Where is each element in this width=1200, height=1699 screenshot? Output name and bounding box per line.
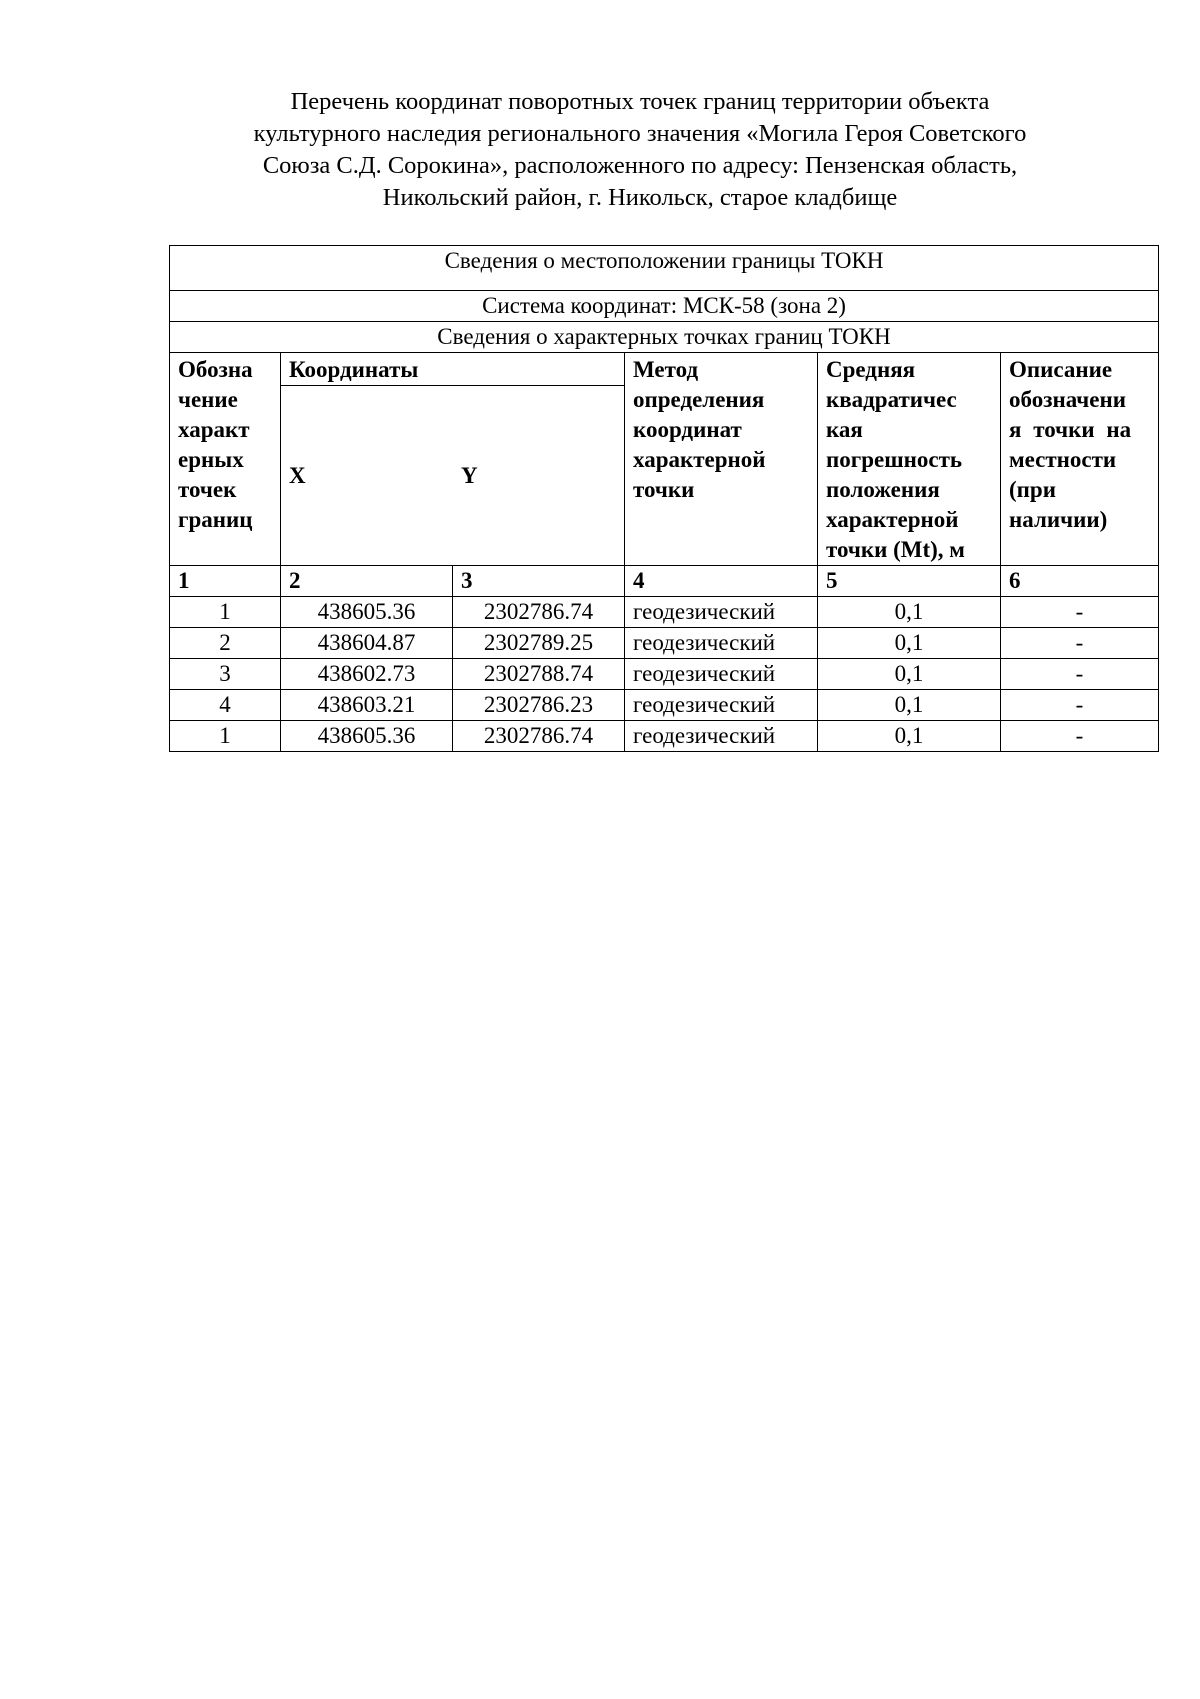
title-line: Союза С.Д. Сорокина», расположенного по адресу: Пензенская область, bbox=[262, 152, 1018, 179]
header-line: точек bbox=[178, 477, 237, 502]
header-line: наличии) bbox=[1009, 507, 1108, 532]
col-number: 3 bbox=[453, 566, 625, 597]
table-row bbox=[170, 659, 1159, 690]
header-line: местности bbox=[1009, 447, 1117, 472]
table-heading-coordinate-system: Система координат: МСК-58 (зона 2) bbox=[170, 291, 1159, 322]
cell-x: 438605.36 bbox=[281, 721, 453, 752]
title-line: Перечень координат поворотных точек границ территории объекта bbox=[290, 88, 990, 115]
x-label: X bbox=[289, 462, 306, 488]
col-header-method bbox=[625, 353, 818, 566]
header-line: (при bbox=[1009, 477, 1056, 502]
header-line: Описание bbox=[1009, 357, 1113, 382]
cell-point: 3 bbox=[170, 659, 281, 690]
cell-description: - bbox=[1001, 597, 1159, 628]
cell-error: 0,1 bbox=[818, 597, 1001, 628]
header-line: границ bbox=[178, 507, 253, 532]
title-line: культурного наследия регионального значения «Могила Героя Советского bbox=[253, 120, 1027, 147]
cell-method: геодезический bbox=[625, 659, 818, 690]
y-label: Y bbox=[461, 462, 478, 488]
cell-y: 2302789.25 bbox=[453, 628, 625, 659]
table-heading-location: Сведения о местоположении границы ТОКН bbox=[170, 246, 1159, 291]
xy-header-cell bbox=[281, 386, 625, 566]
cell-description: - bbox=[1001, 690, 1159, 721]
header-line: чение bbox=[178, 387, 238, 412]
cell-y: 2302786.74 bbox=[453, 721, 625, 752]
col-number: 1 bbox=[170, 566, 281, 597]
header-line: Обозна bbox=[178, 357, 253, 382]
coordinates-table bbox=[169, 245, 1159, 752]
header-line: характерной bbox=[633, 447, 766, 472]
header-line: погрешность bbox=[826, 447, 963, 472]
col-number: 4 bbox=[625, 566, 818, 597]
header-line: точки (Mt), м bbox=[826, 537, 965, 562]
cell-point: 1 bbox=[170, 597, 281, 628]
cell-error: 0,1 bbox=[818, 628, 1001, 659]
cell-y: 2302786.23 bbox=[453, 690, 625, 721]
header-line: координат bbox=[633, 417, 742, 442]
header-line: я точки на bbox=[1009, 417, 1132, 442]
header-line: точки bbox=[633, 477, 695, 502]
cell-error: 0,1 bbox=[818, 721, 1001, 752]
header-line: характерной bbox=[826, 507, 959, 532]
cell-method: геодезический bbox=[625, 597, 818, 628]
col-header-error bbox=[818, 353, 1001, 566]
header-line: Средняя bbox=[826, 357, 916, 382]
table-row bbox=[170, 597, 1159, 628]
header-line: ерных bbox=[178, 447, 244, 472]
document-title bbox=[160, 86, 1120, 214]
col-header-description bbox=[1001, 353, 1159, 566]
header-line: кая bbox=[826, 417, 863, 442]
cell-x: 438602.73 bbox=[281, 659, 453, 690]
cell-point: 4 bbox=[170, 690, 281, 721]
table-row bbox=[170, 690, 1159, 721]
header-line: характ bbox=[178, 417, 250, 442]
title-line: Никольский район, г. Никольск, старое кладбище bbox=[382, 184, 898, 211]
cell-error: 0,1 bbox=[818, 659, 1001, 690]
cell-y: 2302786.74 bbox=[453, 597, 625, 628]
col-number: 2 bbox=[281, 566, 453, 597]
header-line: обозначени bbox=[1009, 387, 1126, 412]
cell-method: геодезический bbox=[625, 628, 818, 659]
header-line: Метод bbox=[633, 357, 699, 382]
cell-point: 2 bbox=[170, 628, 281, 659]
cell-method: геодезический bbox=[625, 721, 818, 752]
table-row bbox=[170, 628, 1159, 659]
col-number: 6 bbox=[1001, 566, 1159, 597]
col-header-point-designation bbox=[170, 353, 281, 566]
cell-x: 438605.36 bbox=[281, 597, 453, 628]
header-line: определения bbox=[633, 387, 765, 412]
header-line: положения bbox=[826, 477, 940, 502]
cell-description: - bbox=[1001, 628, 1159, 659]
col-number: 5 bbox=[818, 566, 1001, 597]
cell-description: - bbox=[1001, 659, 1159, 690]
cell-error: 0,1 bbox=[818, 690, 1001, 721]
header-line: квадратичес bbox=[826, 387, 957, 412]
table-heading-points: Сведения о характерных точках границ ТОКН bbox=[170, 322, 1159, 353]
cell-x: 438604.87 bbox=[281, 628, 453, 659]
col-header-coordinates: Координаты bbox=[281, 353, 625, 386]
cell-description: - bbox=[1001, 721, 1159, 752]
cell-method: геодезический bbox=[625, 690, 818, 721]
table-row bbox=[170, 721, 1159, 752]
cell-x: 438603.21 bbox=[281, 690, 453, 721]
cell-y: 2302788.74 bbox=[453, 659, 625, 690]
cell-point: 1 bbox=[170, 721, 281, 752]
